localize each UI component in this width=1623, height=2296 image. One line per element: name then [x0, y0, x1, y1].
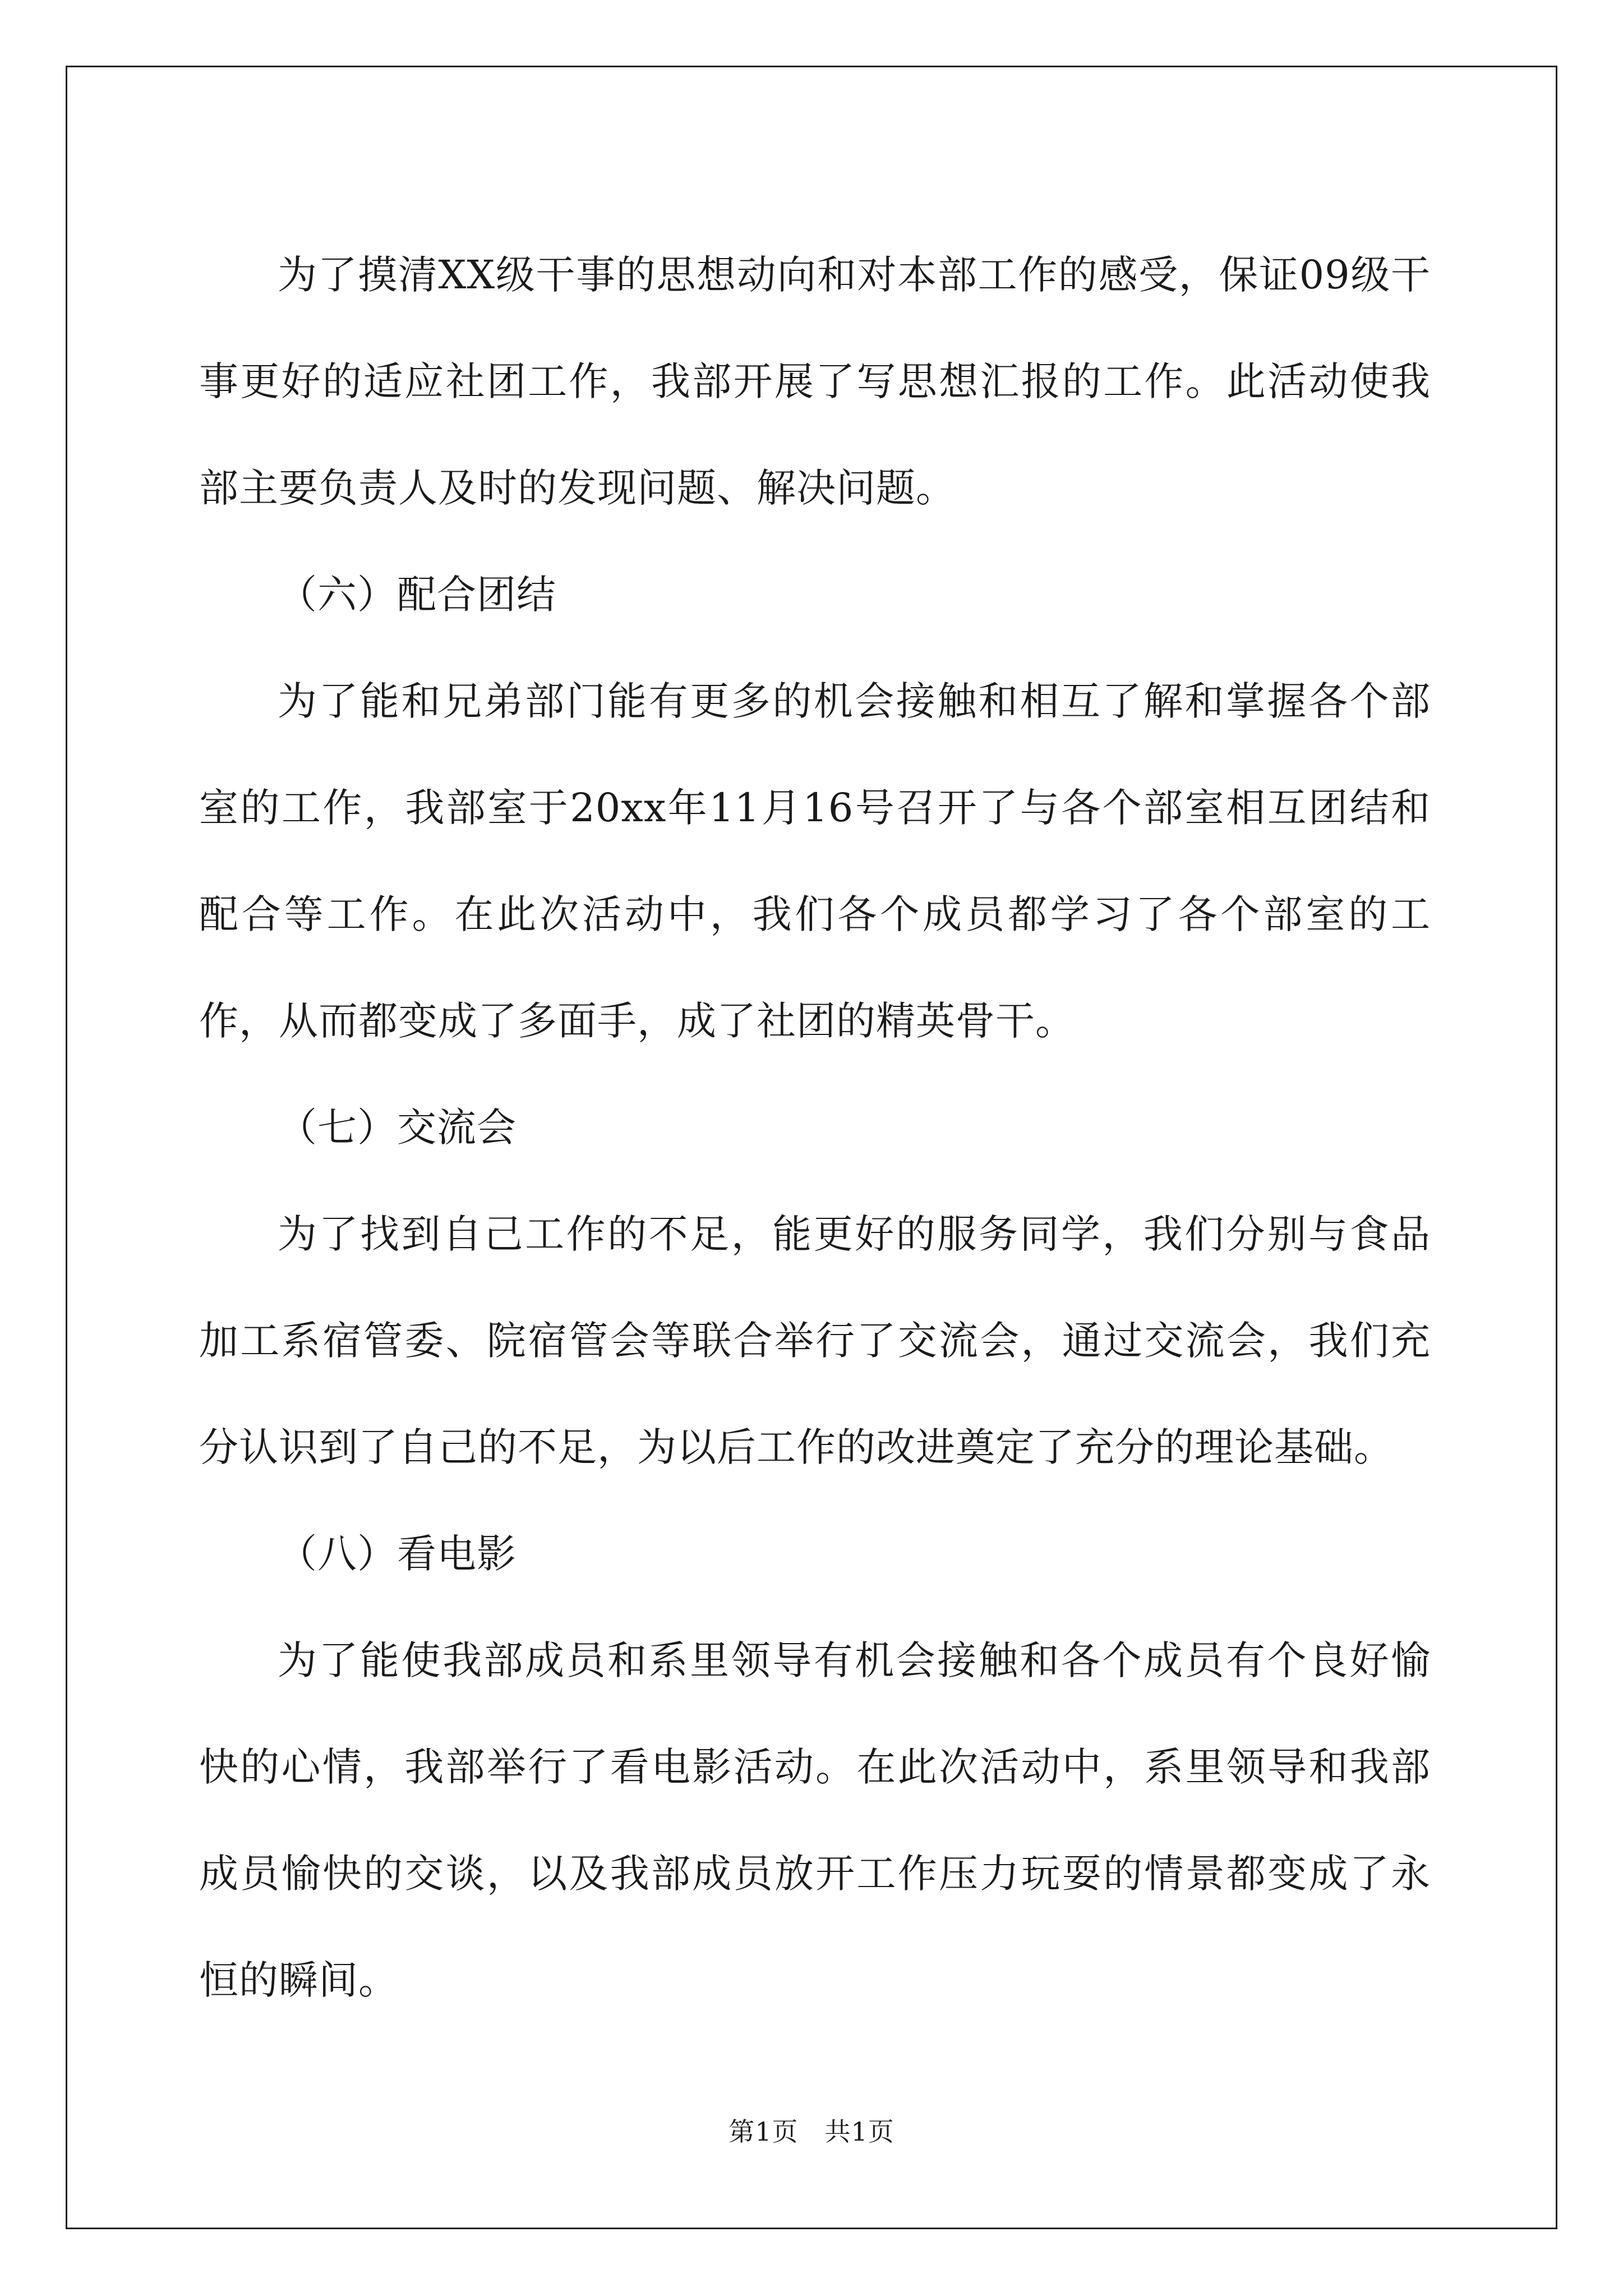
section-heading-cooperation: （六）配合团结 [278, 572, 556, 618]
section-heading-exchange-meeting: （七）交流会 [278, 1105, 517, 1151]
paragraph-cooperation: 为了能和兄弟部门能有更多的机会接触和相互了解和掌握各个部室的工作，我部室于20xx年11月16号召开了与各个部室相互团结和配合等工作。在此次活动中，我们各个成员都学习了各个部室的工作，从而都变成了多面手，成了社团的精英骨干。 [199, 678, 1431, 1044]
paragraph-movie: 为了能使我部成员和系里领导有机会接触和各个成员有个良好愉快的心情，我部举行了看电影活动。在此次活动中，系里领导和我部成员愉快的交谈，以及我部成员放开工作压力玩耍的情景都变成了永恒的瞬间。 [199, 1637, 1431, 2003]
section-heading-movie: （八）看电影 [278, 1531, 517, 1577]
page-number-footer: 第1页 共1页 [728, 2116, 895, 2147]
document-body [199, 222, 1431, 2033]
paragraph-exchange-meeting: 为了找到自己工作的不足，能更好的服务同学，我们分别与食品加工系宿管委、院宿管会等联合举行了交流会，通过交流会，我们充分认识到了自己的不足，为以后工作的改进奠定了充分的理论基础。 [199, 1211, 1431, 1470]
paragraph-thought-report: 为了摸清XX级干事的思想动向和对本部工作的感受，保证09级干事更好的适应社团工作，我部开展了写思想汇报的工作。此活动使我部主要负责人及时的发现问题、解决问题。 [199, 252, 1431, 511]
